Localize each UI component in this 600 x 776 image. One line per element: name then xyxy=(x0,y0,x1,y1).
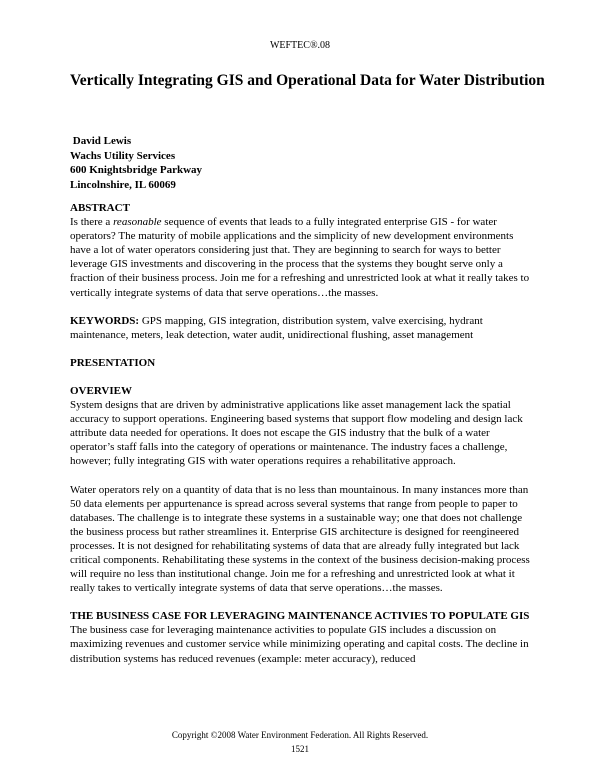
overview-paragraph-2: Water operators rely on a quantity of data that is no less than mountainous. In many instances more than 50 data elements per appurtenance is spread across several systems that range from people to paper to databases. The challenge is to integrate these systems in a sustainable way; one that does not challenge the business process but rather streamlines it. Enterprise GIS architecture is designed for reengineered processes. It is not designed for rehabilitating systems of data that are already fully integrated but lack critical components. Rehabilitating these systems in the context of the business decision-making process will require no less than institutional change. Join me for a refreshing and unrestricted look at what it really takes to vertically integrate systems of data that serve operations…the masses. xyxy=(70,483,530,595)
author-name: David Lewis xyxy=(72,135,132,147)
abstract-paragraph: Is there a reasonable sequence of events that leads to a fully integrated enterprise GIS - for water operators? The maturity of mobile applications and the simplicity of new development environments have a lot of water operators considering just that. They are beginning to search for ways to better leverage GIS investments and discovering in the process that the systems they bought serve only a fraction of their business process. Join me for a refreshing and unrestricted look at what it really takes to vertically integrate systems of data that serve operations…the masses. xyxy=(70,216,530,299)
page-number: 1521 xyxy=(291,744,309,754)
abstract-heading: ABSTRACT xyxy=(70,202,130,214)
business-case-paragraph: The business case for leveraging maintenance activities to populate GIS includes a discussion on maximizing revenues and customer service while minimizing operating and capital costs. The decline in distribution systems has reduced revenues (example: meter accuracy), reduced xyxy=(70,624,529,665)
overview-heading: OVERVIEW xyxy=(70,384,132,397)
copyright-footer: Copyright ©2008 Water Environment Federation. All Rights Reserved. xyxy=(171,730,429,740)
keywords-label: KEYWORDS: xyxy=(70,314,140,327)
paper-body xyxy=(70,201,535,666)
author-organization: Wachs Utility Services xyxy=(70,149,176,162)
author-city: Lincolnshire, IL 60069 xyxy=(70,178,176,191)
keywords-paragraph: KEYWORDS: GPS mapping, GIS integration, distribution system, valve exercising, hydrant maintenance, meters, leak detection, water audit, unidirectional flushing, asset management xyxy=(70,314,483,341)
overview-paragraph-1: System designs that are driven by administrative applications like asset management lack the spatial accuracy to support operations. Engineering based systems that support flow modeling and design lack attribute data needed for operations. It does not escape the GIS industry that the bulk of a water operator’s staff falls into the category of operations or maintenance. The industry faces a challenge, however; fully integrating GIS with water operations requires a rehabilitative approach. xyxy=(70,399,523,468)
abstract-emphasis: reasonable xyxy=(113,216,162,229)
author-street: 600 Knightsbridge Parkway xyxy=(70,164,203,176)
presentation-heading: PRESENTATION xyxy=(70,356,156,369)
business-case-heading: THE BUSINESS CASE FOR LEVERAGING MAINTENANCE ACTIVIES TO POPULATE GIS xyxy=(70,610,530,623)
paper-title: Vertically Integrating GIS and Operational Data for Water Distribution xyxy=(70,72,545,89)
author-block xyxy=(70,134,202,192)
conference-header: WEFTEC®.08 xyxy=(269,40,331,51)
